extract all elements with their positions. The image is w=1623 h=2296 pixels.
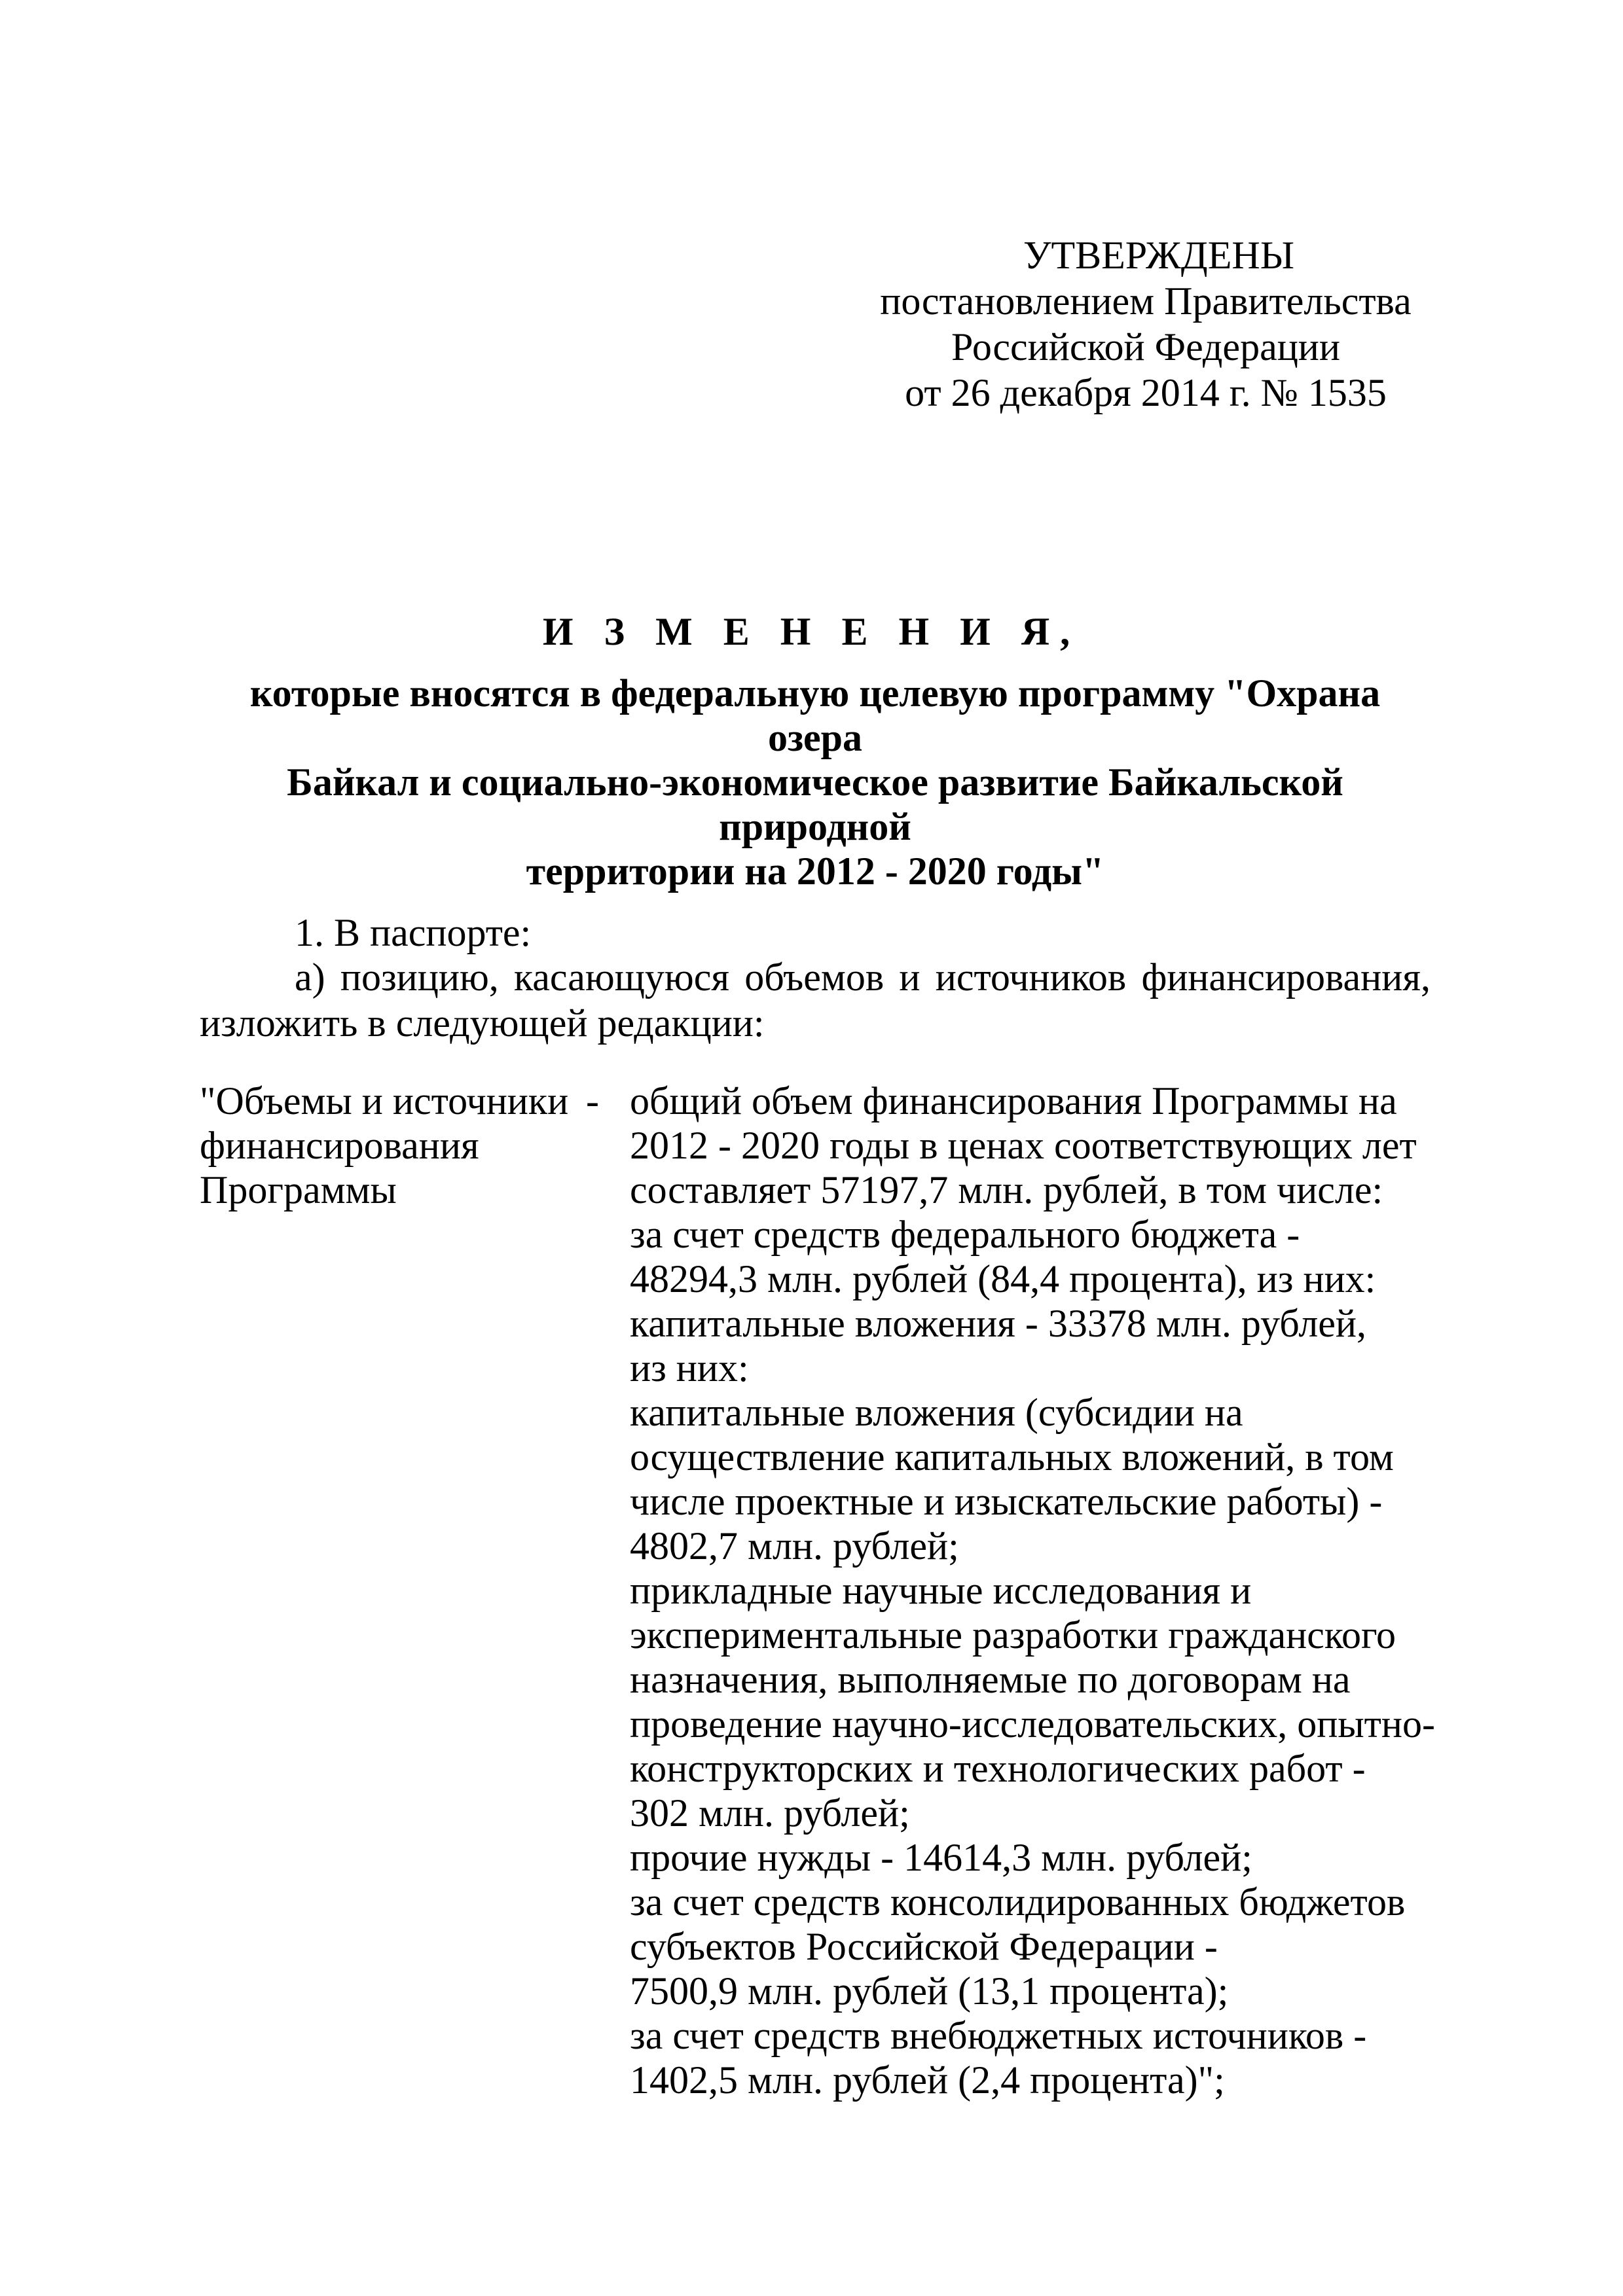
table-right-line: 7500,9 млн. рублей (13,1 процента); (630, 1969, 1229, 2013)
table-right-line: прикладные научные исследования и (630, 1569, 1252, 1612)
paragraph-2-line: а) позицию, касающуюся объемов и источников финансирования, (295, 956, 1431, 999)
paragraph-1: 1. В паспорте: (295, 911, 532, 954)
subtitle-line: Байкал и социально-экономическое развитие Байкальской природной (287, 761, 1343, 848)
table-right-line: экспериментальные разработки гражданского (630, 1613, 1396, 1657)
table-right-line: конструкторских и технологических работ - (630, 1747, 1366, 1790)
paragraph-2 (200, 954, 1431, 1046)
subtitle-line: территории на 2012 - 2020 годы" (526, 850, 1104, 893)
approval-date: от 26 декабря 2014 г. № 1535 (905, 371, 1387, 414)
table-left-line: "Объемы и источники (200, 1079, 569, 1122)
table-right-line: за счет средств консолидированных бюджетов (630, 1880, 1406, 1924)
table-right-column (630, 1079, 1455, 2102)
table-right-line: 48294,3 млн. рублей (84,4 процента), из них: (630, 1257, 1376, 1300)
table-right-line: субъектов Российской Федерации - (630, 1925, 1218, 1968)
table-right-line: 2012 - 2020 годы в ценах соответствующих лет (630, 1124, 1417, 1167)
table-right-line: общий объем финансирования Программы на (630, 1079, 1397, 1122)
table-right-line: прочие нужды - 14614,3 млн. рублей; (630, 1836, 1252, 1879)
table-right-line: составляет 57197,7 млн. рублей, в том числе: (630, 1168, 1383, 1211)
paragraph-2-line: изложить в следующей редакции: (200, 1001, 765, 1045)
approval-block (851, 232, 1440, 416)
document-subtitle (200, 671, 1431, 893)
table-right-line: за счет средств внебюджетных источников - (630, 2014, 1367, 2057)
table-dash: - (586, 1079, 599, 1122)
approval-line: Российской Федерации (951, 325, 1341, 368)
document-title: И З М Е Н Е Н И Я, (542, 610, 1081, 653)
table-right-line: назначения, выполняемые по договорам на (630, 1658, 1351, 1701)
approval-line: постановлением Правительства (880, 279, 1412, 323)
approval-heading: УТВЕРЖДЕНЫ (1023, 234, 1295, 277)
table-right-line: 1402,5 млн. рублей (2,4 процента)"; (630, 2058, 1225, 2102)
table-right-line: 4802,7 млн. рублей; (630, 1524, 959, 1568)
table-right-line: 302 млн. рублей; (630, 1791, 910, 1835)
table-right-line: за счет средств федерального бюджета - (630, 1213, 1300, 1256)
table-right-line: из них: (630, 1346, 749, 1390)
table-right-line: осуществление капитальных вложений, в том (630, 1435, 1394, 1479)
table-left-line: Программы (200, 1168, 397, 1211)
table-left-line: финансирования (200, 1124, 479, 1167)
subtitle-line: которые вносятся в федеральную целевую программу "Охрана озера (249, 672, 1381, 759)
table-right-line: проведение научно-исследовательских, опытно- (630, 1702, 1435, 1746)
table-right-line: капитальные вложения - 33378 млн. рублей, (630, 1302, 1366, 1345)
table-right-line: числе проектные и изыскательские работы) - (630, 1480, 1383, 1523)
table-right-line: капитальные вложения (субсидии на (630, 1391, 1243, 1434)
table-left-column (200, 1079, 593, 1212)
